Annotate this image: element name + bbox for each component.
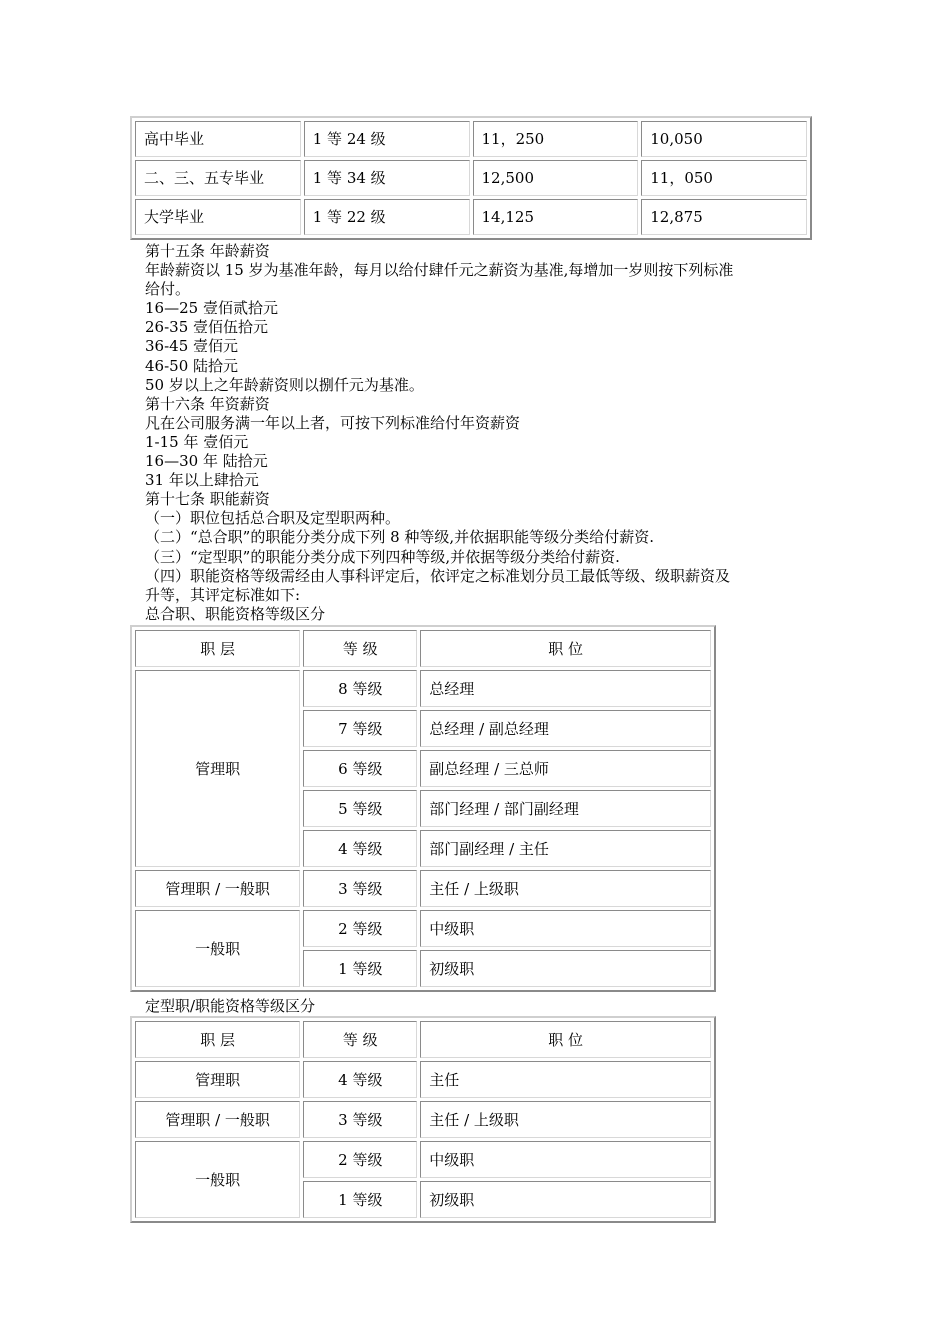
header-layer: 职 层 bbox=[135, 1021, 300, 1058]
amount-cell: 14,125 bbox=[473, 199, 639, 235]
table-row bbox=[135, 670, 711, 707]
layer-cell: 管理职 bbox=[135, 1061, 300, 1098]
table-row bbox=[135, 1101, 711, 1138]
header-grade: 等 级 bbox=[303, 1021, 417, 1058]
layer-cell: 管理职 / 一般职 bbox=[135, 1101, 300, 1138]
body-line: 给付。 bbox=[145, 280, 191, 299]
body-line: 升等，其评定标准如下: bbox=[145, 585, 301, 604]
layer-cell: 一般职 bbox=[135, 1141, 300, 1218]
table-row bbox=[135, 160, 807, 196]
position-cell: 部门经理 / 部门副经理 bbox=[420, 790, 711, 827]
body-line: 26-35 壹佰伍拾元 bbox=[145, 318, 269, 337]
layer-cell: 管理职 bbox=[135, 670, 300, 867]
amount-cell: 12,875 bbox=[641, 199, 807, 235]
position-cell: 主任 / 上级职 bbox=[420, 1101, 711, 1138]
table-row bbox=[135, 121, 807, 157]
education-cell: 大学毕业 bbox=[135, 199, 301, 235]
table-row bbox=[135, 870, 711, 907]
position-cell: 副总经理 / 三总师 bbox=[420, 750, 711, 787]
grade-cell: 1 等级 bbox=[303, 1181, 417, 1218]
position-cell: 中级职 bbox=[420, 1141, 711, 1178]
body-line: （二）“总合职”的职能分类分成下列 8 种等级,并依据职能等级分类给付薪资. bbox=[145, 528, 654, 547]
grade-cell: 3 等级 bbox=[303, 870, 417, 907]
amount-cell: 11，250 bbox=[473, 121, 639, 157]
grade-cell: 6 等级 bbox=[303, 750, 417, 787]
education-cell: 高中毕业 bbox=[135, 121, 301, 157]
body-line: 46-50 陆拾元 bbox=[145, 356, 239, 375]
position-cell: 主任 bbox=[420, 1061, 711, 1098]
body-line: 16—30 年 陆拾元 bbox=[145, 452, 268, 471]
position-cell: 中级职 bbox=[420, 910, 711, 947]
grade-cell: 3 等级 bbox=[303, 1101, 417, 1138]
grade-cell: 1 等级 bbox=[303, 950, 417, 987]
grade-cell: 2 等级 bbox=[303, 910, 417, 947]
header-position: 职 位 bbox=[420, 630, 711, 667]
body-line: （三）“定型职”的职能分类分成下列四种等级,并依据等级分类给付薪资. bbox=[145, 547, 620, 566]
education-salary-table bbox=[130, 116, 812, 240]
body-line: 第十六条 年资薪资 bbox=[145, 394, 270, 413]
body-line: 凡在公司服务满一年以上者，可按下列标准给付年资薪资 bbox=[145, 413, 521, 432]
table-row bbox=[135, 910, 711, 947]
position-cell: 部门副经理 / 主任 bbox=[420, 830, 711, 867]
header-layer: 职 层 bbox=[135, 630, 300, 667]
grade-cell: 1 等 34 级 bbox=[304, 160, 470, 196]
table-row bbox=[135, 199, 807, 235]
grade-cell: 8 等级 bbox=[303, 670, 417, 707]
body-line: 第十七条 职能薪资 bbox=[145, 490, 270, 509]
body-line: （四）职能资格等级需经由人事科评定后，依评定之标准划分员工最低等级、级职薪资及 bbox=[145, 566, 731, 585]
grade-cell: 4 等级 bbox=[303, 1061, 417, 1098]
body-line: 50 岁以上之年龄薪资则以捌仟元为基准。 bbox=[145, 375, 424, 394]
table-caption-fixed: 定型职/职能资格等级区分 bbox=[145, 997, 316, 1015]
layer-cell: 一般职 bbox=[135, 910, 300, 987]
header-position: 职 位 bbox=[420, 1021, 711, 1058]
amount-cell: 12,500 bbox=[473, 160, 639, 196]
amount-cell: 10,050 bbox=[641, 121, 807, 157]
layer-cell: 管理职 / 一般职 bbox=[135, 870, 300, 907]
position-cell: 主任 / 上级职 bbox=[420, 870, 711, 907]
grade-cell: 7 等级 bbox=[303, 710, 417, 747]
body-line: 36-45 壹佰元 bbox=[145, 337, 239, 356]
amount-cell: 11，050 bbox=[641, 160, 807, 196]
grade-cell: 1 等 22 级 bbox=[304, 199, 470, 235]
table-header-row bbox=[135, 630, 711, 667]
table-caption-general: 总合职、职能资格等级区分 bbox=[145, 604, 326, 623]
header-grade: 等 级 bbox=[303, 630, 417, 667]
position-cell: 初级职 bbox=[420, 950, 711, 987]
body-line: 年龄薪资以 15 岁为基准年龄，每月以给付肆仟元之薪资为基准,每增加一岁则按下列标准 bbox=[145, 261, 734, 280]
position-cell: 总经理 bbox=[420, 670, 711, 707]
education-cell: 二、三、五专毕业 bbox=[135, 160, 301, 196]
general-grade-table bbox=[130, 625, 716, 992]
grade-cell: 5 等级 bbox=[303, 790, 417, 827]
table-header-row bbox=[135, 1021, 711, 1058]
body-line: 1-15 年 壹佰元 bbox=[145, 432, 249, 451]
grade-cell: 4 等级 bbox=[303, 830, 417, 867]
body-line: 16—25 壹佰贰拾元 bbox=[145, 299, 278, 318]
body-line: （一）职位包括总合职及定型职两种。 bbox=[145, 509, 401, 528]
table-row bbox=[135, 1141, 711, 1178]
body-line: 第十五条 年龄薪资 bbox=[145, 242, 270, 260]
fixed-grade-table bbox=[130, 1016, 716, 1223]
position-cell: 初级职 bbox=[420, 1181, 711, 1218]
grade-cell: 1 等 24 级 bbox=[304, 121, 470, 157]
article-body bbox=[145, 242, 805, 624]
grade-cell: 2 等级 bbox=[303, 1141, 417, 1178]
position-cell: 总经理 / 副总经理 bbox=[420, 710, 711, 747]
body-line: 31 年以上肆拾元 bbox=[145, 471, 259, 490]
table-row bbox=[135, 1061, 711, 1098]
